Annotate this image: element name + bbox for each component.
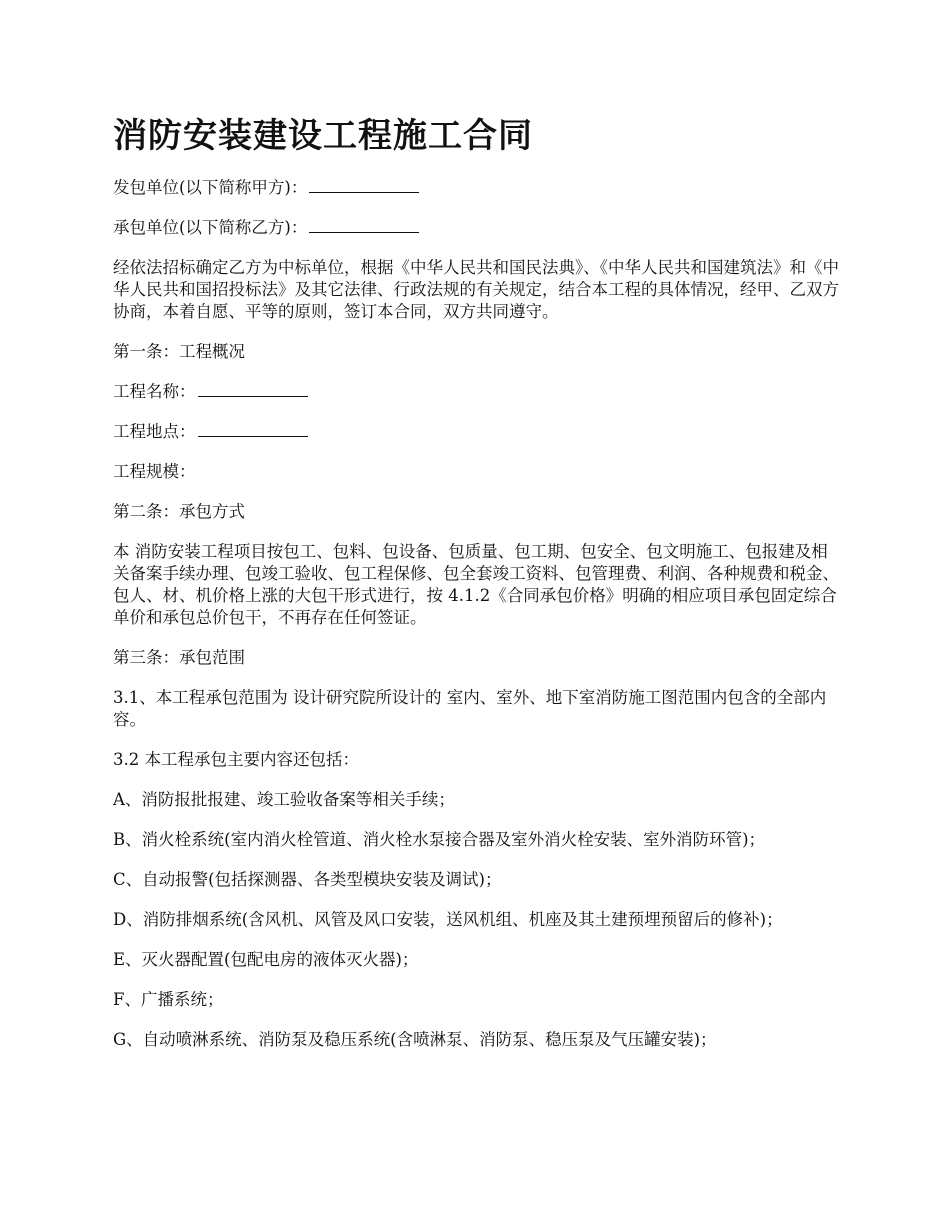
contract-document [113, 112, 843, 1069]
project-name-blank [198, 381, 308, 397]
scope-item-b: B、消火栓系统(室内消火栓管道、消火栓水泵接合器及室外消火栓安装、室外消防环管)； [113, 830, 765, 849]
party-a-blank [309, 177, 419, 193]
article-1-heading: 第一条：工程概况 [113, 342, 245, 361]
project-name-line [113, 381, 843, 403]
document-title: 消防安装建设工程施工合同 [113, 116, 533, 156]
party-a-label: 发包单位(以下简称甲方)： [113, 178, 308, 197]
scope-item-e: E、灭火器配置(包配电房的液体灭火器)； [113, 950, 419, 969]
scope-item-d: D、消防排烟系统(含风机、风管及风口安装，送风机组、机座及其土建预埋预留后的修补)； [113, 910, 783, 929]
party-b-line [113, 217, 843, 239]
clause-3-2: 3.2 本工程承包主要内容还包括： [113, 750, 359, 769]
article-2-heading: 第二条：承包方式 [113, 502, 245, 521]
scope-item-g: G、自动喷淋系统、消防泵及稳压系统(含喷淋泵、消防泵、稳压泵及气压罐安装)； [113, 1030, 717, 1049]
party-b-blank [309, 217, 419, 233]
party-a-line [113, 177, 843, 199]
project-location-line [113, 421, 843, 443]
scope-item-c: C、自动报警(包括探测器、各类型模块安装及调试)； [113, 870, 502, 889]
intro-paragraph: 经依法招标确定乙方为中标单位，根据《中华人民共和国民法典》、《中华人民共和国建筑法》和《中华人民共和国招投标法》及其它法律、行政法规的有关规定，结合本工程的具体情况，经甲、乙双方协商，本着自愿、平等的原则，签订本合同，双方共同遵守。 [113, 258, 839, 321]
project-name-label: 工程名称： [113, 382, 196, 401]
scope-item-f: F、广播系统； [113, 990, 224, 1009]
party-b-label: 承包单位(以下简称乙方)： [113, 218, 308, 237]
project-scale-line: 工程规模： [113, 462, 196, 481]
project-location-blank [198, 421, 308, 437]
project-location-label: 工程地点： [113, 422, 196, 441]
scope-item-a: A、消防报批报建、竣工验收备案等相关手续； [113, 790, 455, 809]
clause-3-1: 3.1、本工程承包范围为 设计研究院所设计的 室内、室外、地下室消防施工图范围内包含的全部内容。 [113, 688, 827, 729]
article-2-body: 本 消防安装工程项目按包工、包料、包设备、包质量、包工期、包安全、包文明施工、包报建及相关备案手续办理、包竣工验收、包工程保修、包全套竣工资料、包管理费、利润、各种规费和税金、包人、材、机价格上涨的大包干形式进行，按 4.1.2《合同承包价格》明确的相应项目承包固定综合单价和承包总价包干，不再存在任何签证。 [113, 542, 839, 627]
article-3-heading: 第三条：承包范围 [113, 648, 245, 667]
